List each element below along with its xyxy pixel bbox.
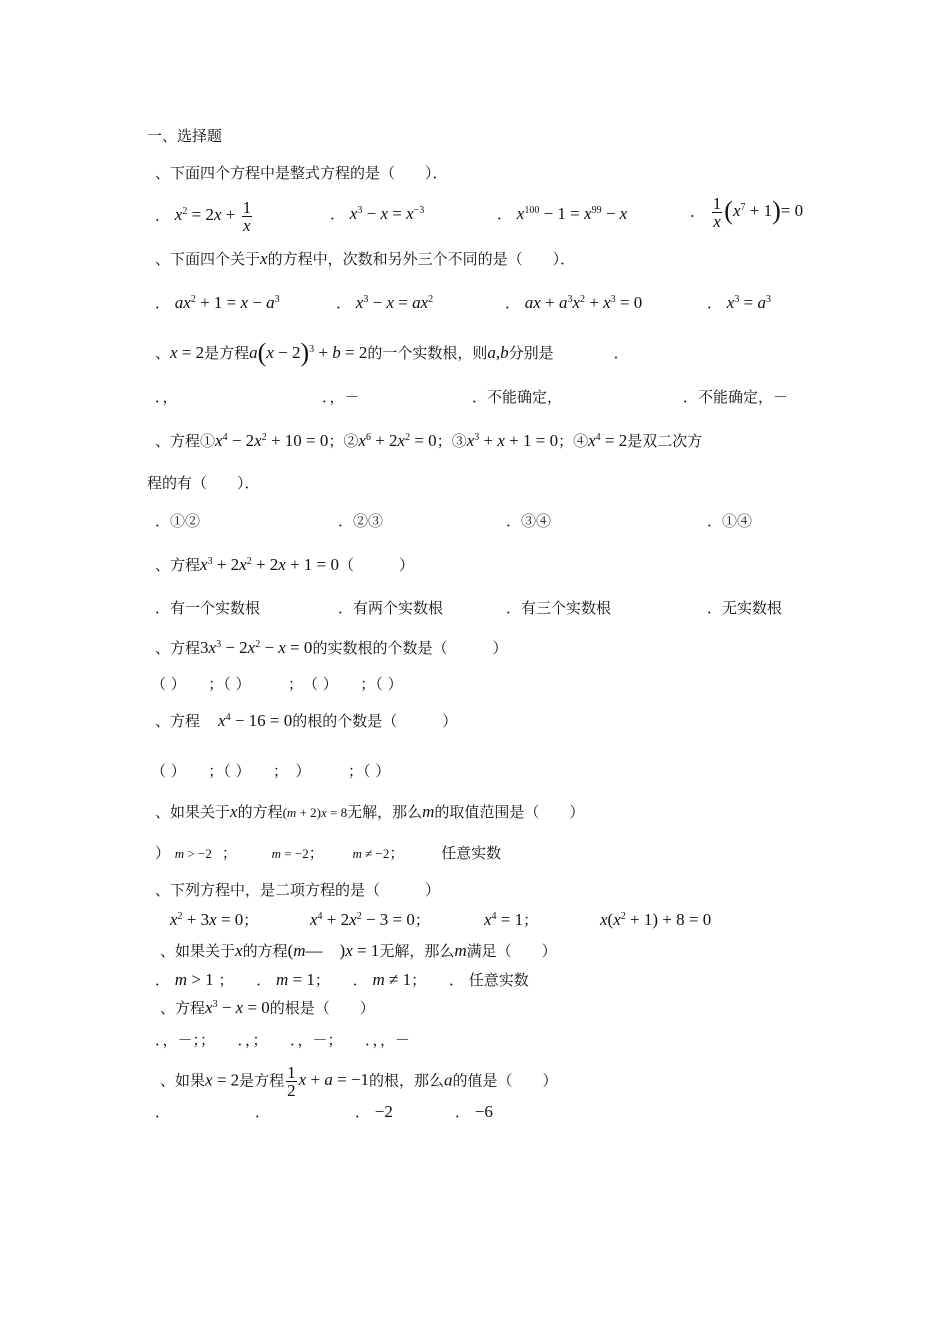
question-2-option-c[interactable]: ． ax + $a^3x^2 + x^3 = 0$ — [505, 293, 643, 312]
question-1-option-d[interactable]: ． $\frac{1}{x}$ $(x^7 + 1)= 0$ — [690, 194, 804, 231]
question-2-stem: 、下面四个关于x的方程中，次数和另外三个不同的是（ ）． — [155, 249, 576, 268]
question-11-options[interactable]: ．，－；； ．，； ．，－； ．，，－ — [155, 1031, 411, 1049]
section-title: 一、选择题 — [147, 127, 223, 145]
question-12-option-d[interactable]: ． −6 — [455, 1102, 493, 1121]
question-5-option-b[interactable]: ．有两个实数根 — [338, 599, 444, 617]
question-4-stem: 、方程$①x^4 - 2x^2 + 10 = 0$；$②x^6 + 2x^2 = 0$；$③x^3 + x + 1 = 0$；$④x^4 = 2$是双二次方 — [155, 431, 703, 450]
question-7-options[interactable]: （ ） ；（ ） ； ） ；（ ） — [151, 762, 391, 780]
question-10-stem: 、如果关于x的方程(m— )x = 1无解，那么m满足（ ） — [160, 941, 557, 960]
question-3-option-c[interactable]: ．不能确定， — [472, 388, 563, 406]
question-3-option-a[interactable]: ．， — [155, 388, 178, 406]
question-5-option-d[interactable]: ．无实数根 — [707, 599, 783, 617]
question-1-option-c[interactable]: ． $x^{100} - 1 = x^{99} - x$ — [497, 204, 628, 223]
question-8-options[interactable]: ） m > −2 ； m = −2； m ≠ −2； 任意实数 — [155, 844, 502, 862]
question-10-options[interactable]: ． m > 1 ； ． m = 1； ． m ≠ 1； ． 任意实数 — [155, 970, 529, 989]
question-3-option-b[interactable]: ．，－ — [322, 388, 360, 406]
question-9-stem: 、下列方程中，是二项方程的是（ ） — [155, 881, 441, 899]
question-6-stem: 、方程$3x^3 - 2x^2 - x = 0$的实数根的个数是（ ） — [155, 638, 508, 657]
question-4-option-d[interactable]: ．①④ — [707, 512, 753, 530]
question-9-option-d[interactable]: $x(x^2 + 1) + 8 = 0$ — [600, 910, 712, 929]
question-12-stem: 、如果x = 2是方程 $\frac{1}{2}$ x + a = −1的根，那么a的值是（ ） — [160, 1063, 558, 1100]
question-4-option-a[interactable]: ．①② — [155, 512, 201, 530]
question-1-option-a[interactable]: ． $x^2 = 2x$ + $\frac{1}{x}$ — [155, 198, 252, 235]
question-4-option-c[interactable]: ．③④ — [506, 512, 552, 530]
question-2-option-d[interactable]: ． $x^3 = a^3$ — [707, 293, 771, 312]
question-5-stem: 、方程$x^3 + 2x^2 + 2x + 1 = 0$（ ） — [155, 555, 415, 574]
question-6-options[interactable]: （ ） ；（ ） ； （ ） ；（ ） — [151, 675, 403, 693]
question-4-option-b[interactable]: ．②③ — [338, 512, 384, 530]
question-5-option-c[interactable]: ．有三个实数根 — [506, 599, 612, 617]
question-11-stem: 、方程$x^3 - x = 0$的根是（ ） — [160, 998, 375, 1017]
question-12-option-c[interactable]: ． −2 — [355, 1102, 393, 1121]
question-12-option-a[interactable]: ． — [155, 1103, 171, 1121]
question-9-option-a[interactable]: $x^2 + 3x = 0$； — [170, 910, 259, 929]
question-1-stem: 、下面四个方程中是整式方程的是（ ）． — [155, 164, 448, 182]
question-7-stem: 、方程 $x^4 - 16 = 0$的根的个数是（ ） — [155, 711, 458, 730]
question-3-stem: 、x = 2是方程$a(x - 2)^3 + b = 2$的一个实数根，则a,b分别是 ． — [155, 338, 629, 367]
question-1-option-b[interactable]: ． $x^3 - x = x^{-3}$ — [330, 204, 425, 223]
question-12-option-b[interactable]: ． — [255, 1103, 271, 1121]
question-4-stem-cont: 程的有（ ）． — [147, 474, 260, 492]
question-2-option-b[interactable]: ． $x^3 - x = ax^2$ — [336, 293, 434, 312]
question-5-option-a[interactable]: ．有一个实数根 — [155, 599, 261, 617]
question-3-option-d[interactable]: ．不能确定，－ — [683, 388, 789, 406]
question-8-stem: 、如果关于x的方程(m + 2)x = 8无解，那么m的取值范围是（ ） — [155, 802, 585, 821]
question-9-option-b[interactable]: $x^4 + 2x^2 - 3 = 0$； — [310, 910, 430, 929]
question-2-option-a[interactable]: ． $ax^2 + 1 = x - a^3$ — [155, 293, 280, 312]
question-9-option-c[interactable]: $x^4 = 1$； — [484, 910, 539, 929]
